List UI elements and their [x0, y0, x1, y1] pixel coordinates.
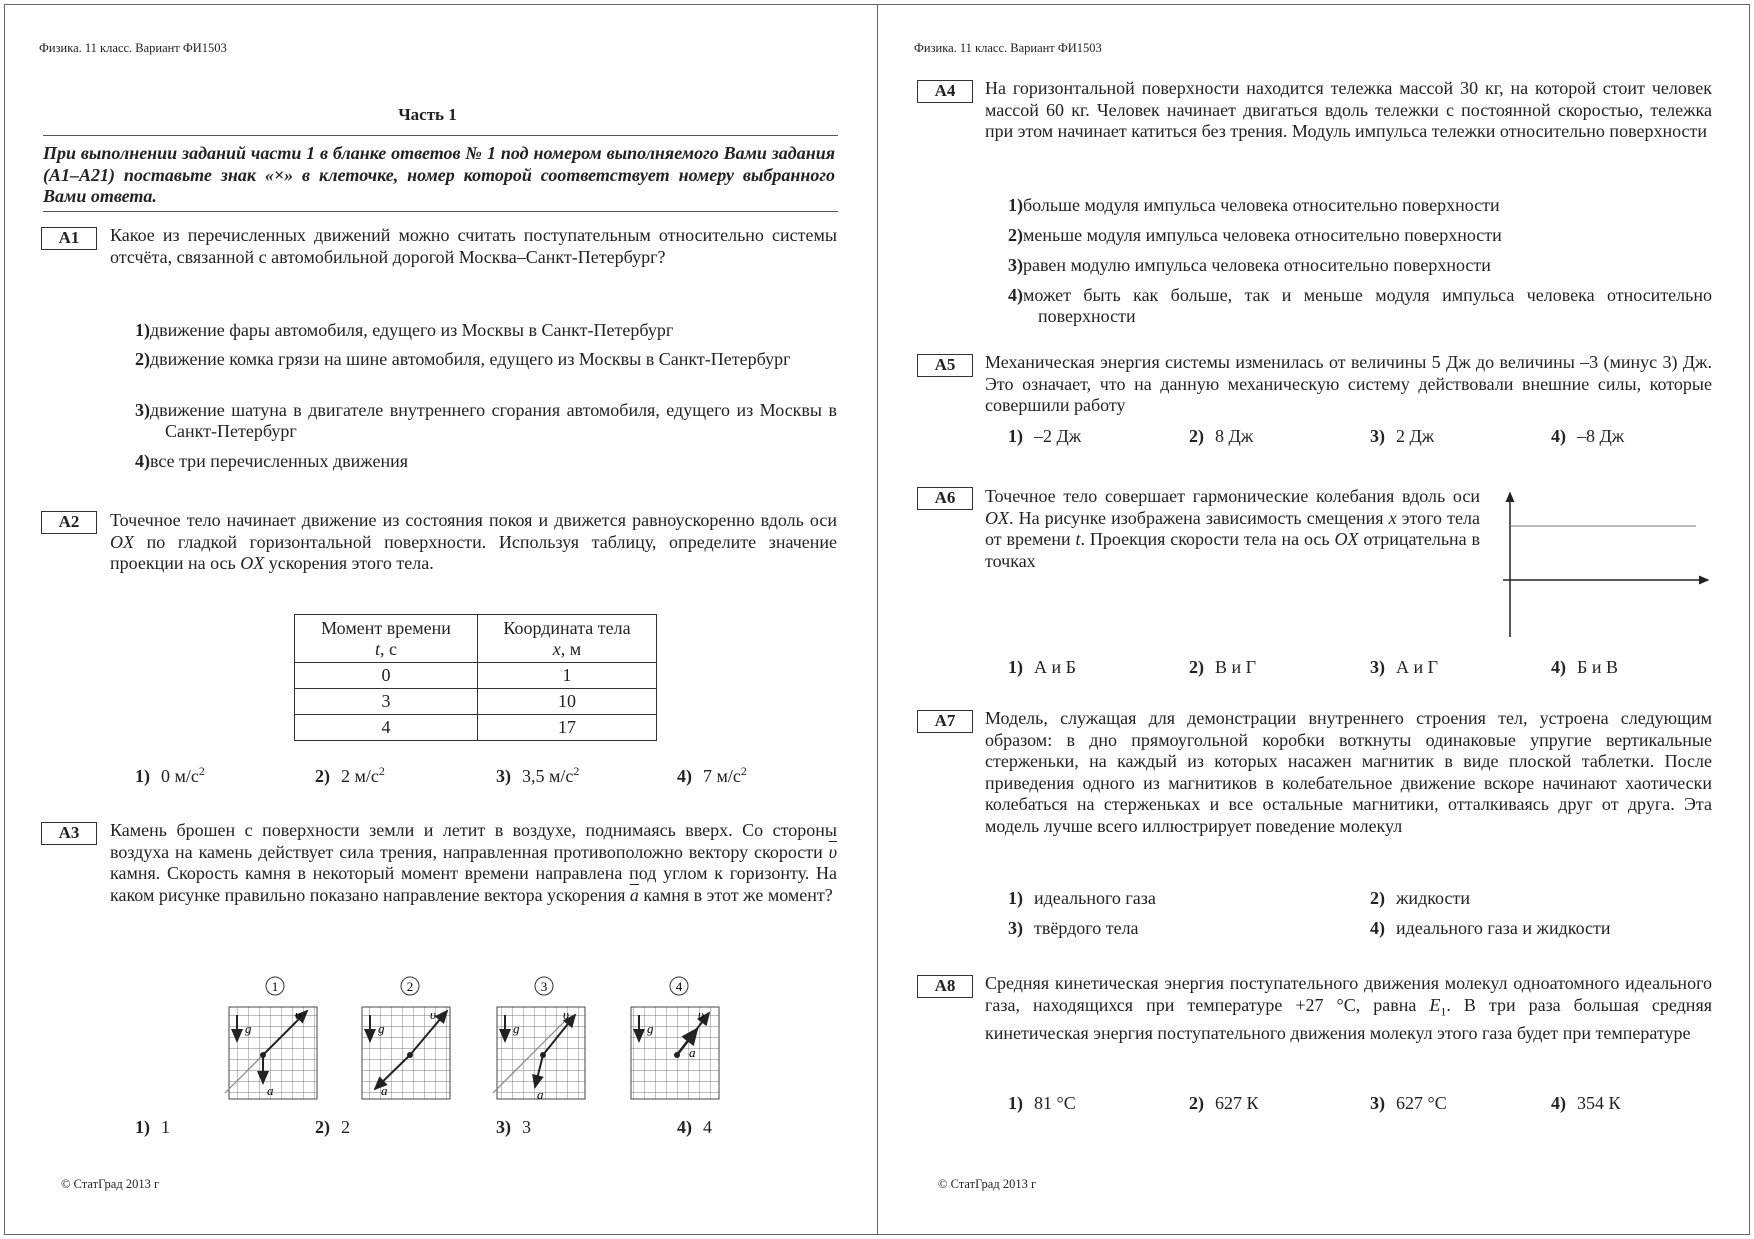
question-text-a1: Какое из перечисленных движений можно считать поступательным относительно системы отсчёта, связанной с автомобильной дорогой Москва–Санкт-Петербург? — [110, 225, 837, 267]
vector-label: υ — [295, 1007, 301, 1022]
answer-option[interactable]: 1) 81 °С — [1008, 1093, 1076, 1113]
answer-option[interactable]: 4) 354 К — [1551, 1093, 1621, 1113]
answer-option[interactable]: 4) –8 Дж — [1551, 426, 1625, 446]
vector-label: a — [267, 1083, 274, 1098]
table-header: Координата тела x, м — [478, 615, 657, 663]
question-label-a5: А5 — [917, 354, 973, 377]
table-header: Момент времени t, с — [295, 615, 478, 663]
question-label-a6: А6 — [917, 487, 973, 510]
vector-label: υ — [698, 1007, 704, 1022]
question-label-a3: А3 — [41, 822, 97, 845]
page-header: Физика. 11 класс. Вариант ФИ1503 — [39, 41, 227, 55]
answer-option[interactable]: 4) идеального газа и жидкости — [1370, 918, 1611, 938]
answer-option[interactable]: 1) идеального газа — [1008, 888, 1156, 908]
vector-label: g — [378, 1021, 385, 1036]
vector-figures — [215, 971, 735, 1111]
answer-option[interactable]: 1) А и Б — [1008, 657, 1076, 677]
answer-option[interactable]: 3) 3 — [496, 1117, 531, 1137]
data-table — [294, 614, 657, 741]
question-text-a5: Механическая энергия системы изменилась от величины 5 Дж до величины –3 (минус 3) Дж. Это означает, что на данную механическую систему действовали внешние силы, которые совершили работу — [985, 352, 1712, 415]
figure-1 — [225, 977, 317, 1099]
figure-number: 3 — [540, 979, 548, 994]
question-label-a4: А4 — [917, 80, 973, 103]
answer-option[interactable]: 3) 3,5 $м/с^2$ — [496, 764, 580, 786]
answer-option[interactable]: 2) 8 Дж — [1189, 426, 1254, 446]
figure-number: 4 — [675, 979, 683, 994]
figure-2 — [362, 977, 450, 1099]
answer-option[interactable]: 3) 627 °С — [1370, 1093, 1447, 1113]
page-header: Физика. 11 класс. Вариант ФИ1503 — [914, 41, 1102, 55]
answer-option[interactable]: 3)движение шатуна в двигателе внутреннего сгорания автомобиля, едущего из Москвы в Санкт-Петербург — [135, 400, 837, 441]
question-text-a3: Камень брошен с поверхности земли и летит в воздухе, поднимаясь вверх. Со стороны воздуха на камень действует сила трения, направленная противоположно вектору скорости $\overline{\upsilon}$ камня. Скорость камня в некоторый момент времени направлена под углом к горизонту. На каком рисунке правильно показано направление вектора ускорения $\overline{a}$ камня в этот же момент? — [110, 820, 838, 905]
answer-option[interactable]: 2) В и Г — [1189, 657, 1257, 677]
instruction-text: При выполнении заданий части 1 в бланке ответов № 1 под номером выполняемого Вами задания (А1–А21) поставьте знак «×» в клеточке, номер которой соответствует номеру выбранного Вами ответа. — [43, 143, 835, 206]
left-page — [4, 4, 879, 1235]
oscillation-graph — [1488, 487, 1718, 647]
answer-option[interactable]: 2) 2 $м/с^2$ — [315, 764, 385, 786]
vector-label: a — [689, 1045, 696, 1060]
page-footer: © СтатГрад 2013 г — [938, 1177, 1037, 1191]
answer-option[interactable]: 1) 0 $м/с^2$ — [135, 764, 205, 786]
figure-3 — [493, 977, 585, 1102]
answer-option[interactable]: 3) твёрдого тела — [1008, 918, 1139, 938]
answer-option[interactable]: 2)меньше модуля импульса человека относительно поверхности — [1008, 225, 1502, 245]
answer-option[interactable]: 3) 2 Дж — [1370, 426, 1435, 446]
divider — [43, 135, 838, 136]
vector-label: υ — [430, 1007, 436, 1022]
vector-label: g — [513, 1021, 520, 1036]
page-footer: © СтатГрад 2013 г — [61, 1177, 160, 1191]
figure-4 — [631, 977, 719, 1099]
question-text-a4: На горизонтальной поверхности находится тележка массой 30 кг, на которой стоит человек массой 60 кг. Человек начинает двигаться вдоль тележки с постоянной скоростью, тележка при этом начинает катиться без трения. Модуль импульса тележки относительно поверхности — [985, 78, 1712, 141]
table-row: 3 10 — [295, 689, 657, 715]
answer-option[interactable]: 1) –2 Дж — [1008, 426, 1082, 446]
vector-label: a — [381, 1083, 388, 1098]
answer-option[interactable]: 4) 4 — [677, 1117, 712, 1137]
question-text-a8: Средняя кинетическая энергия поступательного движения молекул одноатомного идеального газа, находящихся при температуре +27 °С, равна $E_1$. В три раза большая средняя кинетическая энергия поступательного движения молекул этого газа будет при температуре — [985, 973, 1713, 1043]
answer-option[interactable]: 1) 1 — [135, 1117, 170, 1137]
answer-option[interactable]: 2) 2 — [315, 1117, 350, 1137]
figure-number: 1 — [271, 979, 279, 994]
question-label-a7: А7 — [917, 710, 973, 733]
part-title: Часть 1 — [398, 105, 457, 124]
question-label-a2: А2 — [41, 511, 97, 534]
answer-option[interactable]: 4) 7 $м/с^2$ — [677, 764, 747, 786]
answer-option[interactable]: 3) А и Г — [1370, 657, 1439, 677]
answer-option[interactable]: 1)больше модуля импульса человека относительно поверхности — [1008, 195, 1500, 215]
question-label-a1: А1 — [41, 227, 97, 250]
figure-number: 2 — [406, 979, 414, 994]
answer-option[interactable]: 1)движение фары автомобиля, едущего из Москвы в Санкт-Петербург — [135, 320, 674, 340]
answer-option[interactable]: 3)равен модулю импульса человека относительно поверхности — [1008, 255, 1491, 275]
vector-label: a — [537, 1087, 544, 1102]
answer-option[interactable]: 4) Б и В — [1551, 657, 1618, 677]
vector-label: g — [647, 1021, 654, 1036]
question-text-a2: Точечное тело начинает движение из состояния покоя и движется равноускоренно вдоль оси OX по гладкой горизонтальной поверхности. Используя таблицу, определите значение проекции на ось OX ускорения этого тела. — [110, 510, 838, 573]
table-row: 4 17 — [295, 715, 657, 741]
question-label-a8: А8 — [917, 975, 973, 998]
answer-option[interactable]: 2)движение комка грязи на шине автомобиля, едущего из Москвы в Санкт-Петербург — [135, 349, 791, 369]
answer-option[interactable]: 2) 627 К — [1189, 1093, 1259, 1113]
answer-option[interactable]: 4)все три перечисленных движения — [135, 451, 409, 471]
table-row: 0 1 — [295, 663, 657, 689]
question-text-a7: Модель, служащая для демонстрации внутреннего строения тел, устроена следующим образом: в дно прямоугольной коробки воткнуты одинаковые упругие вертикальные стерженьки, на каждый из которых насажен магнитик в виде плоской таблетки. После приведения одного из магнитиков в колебательное движение вскоре начинают хаотически колебаться на стерженьках и все остальные магнитики, отталкиваясь друг от друга. Эта модель лучше всего иллюстрирует поведение молекул — [985, 708, 1712, 836]
answer-option[interactable]: 2) жидкости — [1370, 888, 1470, 908]
vector-label: υ — [563, 1007, 569, 1022]
right-page — [877, 4, 1750, 1235]
answer-option[interactable]: 4)может быть как больше, так и меньше модуля импульса человека относительно поверхности — [1008, 285, 1712, 326]
divider — [43, 211, 838, 212]
question-text-a6: Точечное тело совершает гармонические колебания вдоль оси OX. На рисунке изображена зависимость смещения x этого тела от времени t. Проекция скорости тела на ось OX отрицательна в точках — [985, 486, 1481, 571]
vector-label: g — [245, 1021, 252, 1036]
